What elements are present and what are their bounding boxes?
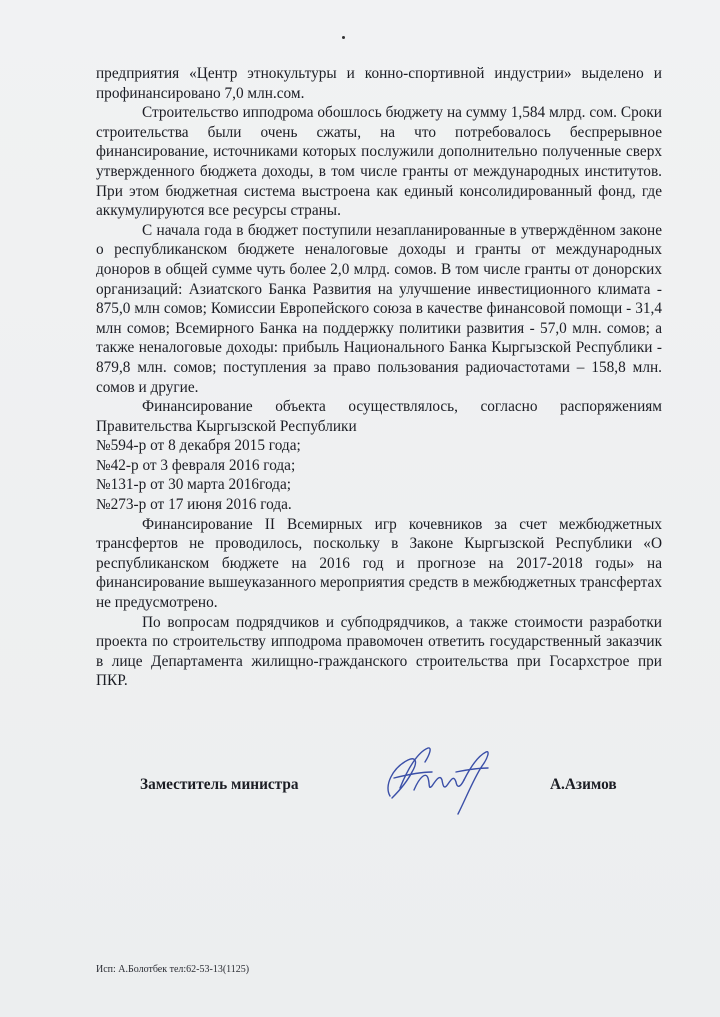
paragraph-contractors: По вопросам подрядчиков и субподрядчиков, а также стоимости разработки проекта по строительству ипподрома правомочен ответить государственный заказчик в лице Департамента жилищно-гражданского строительства при Госархстрое при ПКР. [96, 613, 662, 690]
scan-speck [342, 36, 345, 39]
executor-footer: Исп: А.Болотбек тел:62-53-13(1125) [96, 964, 250, 975]
paragraph-center-funding: предприятия «Центр этнокультуры и конно-спортивной индустрии» выделено и профинансировано 7,0 млн.сом. [96, 65, 662, 102]
order-item: №594-р от 8 декабря 2015 года; [96, 437, 301, 455]
paragraph-hippodrome-cost: Строительство ипподрома обошлось бюджету на сумму 1,584 млрд. сом. Сроки строительства были очень сжаты, на что потребовалось беспрерывное финансирование, источниками которых послужили дополнительно полученные сверх утвержденного бюджета доходы, в том числе гранты от международных институтов. При этом бюджетная система выстроена как единый консолидированный фонд, где аккумулируются все ресурсы страны. [96, 104, 662, 220]
paragraph-unplanned-revenue: С начала года в бюджет поступили незапланированные в утверждённом законе о республиканском бюджете неналоговые доходы и гранты от международных доноров в общей сумме чуть более 2,0 млрд. сомов. В том числе гранты от донорских организаций: Азиатского Банка Развития на улучшение инвестиционного климата - 875,0 млн сомов; Комиссии Европейского союза в качестве финансовой помощи - 31,4 млн сомов; Всемирного Банка на поддержку политики развития - 57,0 млн. сомов; а также неналоговые доходы: прибыль Национального Банка Кыргызской Республики - 879,8 млн. сомов; поступления за право пользования радиочастотами – 158,8 млн. сомов и другие. [96, 221, 662, 396]
paragraph-financing-orders: Финансирование объекта осуществлялось, согласно распоряжениям Правительства Кыргызской Республики [96, 398, 662, 435]
order-item: №131-р от 30 марта 2016года; [96, 476, 291, 494]
order-item: №273-р от 17 июня 2016 года. [96, 496, 292, 514]
paragraph-interbudget-transfers: Финансирование II Всемирных игр кочевников за счет межбюджетных трансфертов не проводилось, поскольку в Законе Кыргызской Республики «О республиканском бюджете на 2016 год и прогнозе на 2017-2018 годы» на финансирование вышеуказанного мероприятия средств в межбюджетных трансфертах не предусмотрено. [96, 515, 662, 612]
signer-name: А.Азимов [550, 776, 617, 793]
order-item: №42-р от 3 февраля 2016 года; [96, 456, 296, 474]
signature-block [140, 776, 630, 800]
document-body [96, 64, 662, 691]
signer-position: Заместитель министра [140, 776, 299, 793]
